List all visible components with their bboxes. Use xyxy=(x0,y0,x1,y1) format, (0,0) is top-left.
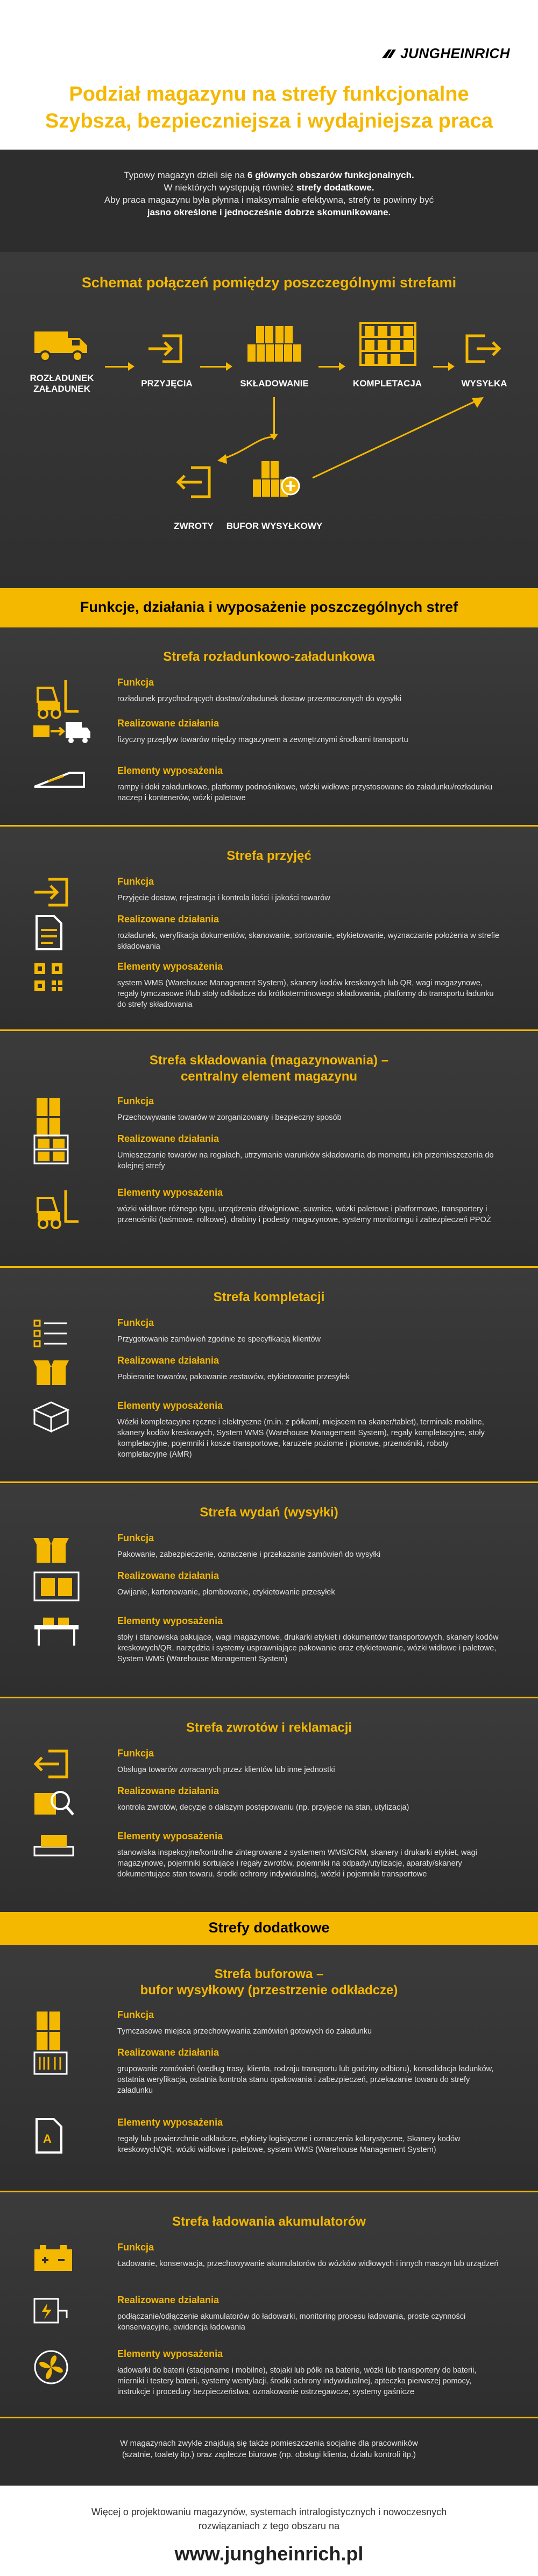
row-heading: Realizowane działania xyxy=(117,1570,220,1581)
zone-row-text xyxy=(117,677,500,704)
zone-row-text xyxy=(117,1831,500,1880)
row-description: grupowanie zamówień (według trasy, klienta, rodzaju transportu lub godziny odbioru), konsolidacja ładunków, ostatnia weryfikacja, ostatnia kontrola stanu opakowania i zabezpieczeń, przekazanie towaru do strefy załadunku xyxy=(117,2065,494,2095)
brand-name: JUNGHEINRICH xyxy=(400,45,510,61)
row-description: Umieszczanie towarów na regałach, utrzymanie warunków składowania do momentu ich przemieszczenia do kolejnej strefy xyxy=(117,1151,494,1170)
row-heading: Elementy wyposażenia xyxy=(117,1400,223,1411)
buffer-boxes-icon xyxy=(251,454,305,510)
zone-row-text xyxy=(117,1133,500,1171)
node-przyjecia: PRZYJĘCIA xyxy=(141,378,193,389)
zone-row-text xyxy=(117,961,500,1010)
row-heading: Funkcja xyxy=(117,1748,154,1759)
zone-section xyxy=(0,626,538,825)
intro-text: Aby praca magazynu była płynna i maksymalnie efektywna, strefy te powinny być xyxy=(104,195,434,205)
row-description: stanowiska inspekcyjne/kontrolne zintegrowane z systemem WMS/CRM, skanery i drukarki etykiet, wagi magazynowe, pojemniki sortujące i regały zwrotów, pojemniki na odpady/utylizację, aparaty/skanery dokumentujące stan towaru, środki ochrony indywidualnej, wózki i pojemniki transportowe xyxy=(117,1848,477,1879)
package-icon xyxy=(32,1400,91,1449)
openbox-icon xyxy=(32,1355,91,1403)
row-description: regały lub powierzchnie odkładcze, etykiety logistyczne i oznaczenia kolorystyczne, Skanery kodów kreskowych/QR, wózki widłowe i paletowe, system WMS (Warehouse Management System) xyxy=(117,2135,461,2154)
zone-row-text xyxy=(117,876,500,904)
schema-title: Schemat połączeń pomiędzy poszczególnymi strefami xyxy=(81,274,457,291)
row-description: fizyczny przepływ towarów między magazynem a zewnętrznymi środkami transportu xyxy=(117,736,408,744)
row-heading: Elementy wyposażenia xyxy=(117,1187,223,1198)
row-heading: Funkcja xyxy=(117,876,154,887)
row-description: Przechowywanie towarów w zorganizowany i bezpieczny sposób xyxy=(117,1113,342,1122)
truck-icon xyxy=(32,327,91,368)
shelf-icon xyxy=(32,1133,91,1182)
forklift-icon xyxy=(32,1187,91,1236)
truckflow-icon xyxy=(32,718,91,766)
zone-section xyxy=(0,1266,538,1481)
footer xyxy=(0,2486,538,2576)
intro-text: Typowy magazyn dzieli się na xyxy=(124,170,247,180)
zone-section xyxy=(0,1943,538,2191)
zone-row-text xyxy=(117,2348,500,2397)
row-description: Pakowanie, zabezpieczenie, oznaczenie i przekazanie zamówień do wysyłki xyxy=(117,1550,381,1559)
intro-strong: strefy dodatkowe. xyxy=(296,182,374,193)
scanner-icon xyxy=(32,2047,91,2095)
section-main-title: Funkcje, działania i wyposażenie poszczególnych stref xyxy=(0,588,538,626)
footer-website-link[interactable]: www.jungheinrich.pl xyxy=(174,2543,364,2565)
zone-title: Strefa składowania (magazynowania) – centralny element magazynu xyxy=(149,1053,389,1084)
row-heading: Funkcja xyxy=(117,2242,154,2253)
node-skladowanie: SKŁADOWANIE xyxy=(240,378,309,389)
footnote-text: W magazynach zwykle znajdują się także pomieszczenia socjalne dla pracowników (szatnie, toalety itp.) oraz zaplecze biurowe (np. obsługi klienta, działu kontroli itp.) xyxy=(120,2439,418,2459)
zone-title: Strefa kompletacji xyxy=(213,1290,325,1304)
zone-row-text xyxy=(117,765,500,803)
row-heading: Funkcja xyxy=(117,677,154,688)
zone-row-text xyxy=(117,1400,500,1460)
zones-list xyxy=(0,626,538,1912)
zone-section xyxy=(0,1697,538,1912)
zone-row-text xyxy=(117,1317,500,1345)
returns-icon xyxy=(175,464,213,503)
row-description: wózki widłowe różnego typu, urządzenia dźwigniowe, suwnice, wózki paletowe i platformowe, transportery i przenośniki (taśmowe, rolkowe), drabiny i podesty magazynowe, systemy monitoringu i zabezpieczeń PPOŻ xyxy=(117,1205,491,1224)
zone-row-text xyxy=(117,1570,500,1598)
arrow-right xyxy=(200,366,227,368)
outbound-icon xyxy=(464,333,501,368)
node-rozladunek: ROZŁADUNEK ZAŁADUNEK xyxy=(30,373,94,394)
storage-boxes-icon xyxy=(245,323,305,369)
row-description: stoły i stanowiska pakujące, wagi magazynowe, drukarki etykiet i dokumentów transportowych, skanery kodów kreskowych/QR, narzędzia i systemy usprawniające pakowanie oraz etykietowanie, wózki widłowe i paletowe, System WMS (Warehouse Management System) xyxy=(117,1633,499,1663)
row-description: rampy i doki załadunkowe, platformy podnośnikowe, wózki widłowe przystosowane do załadunku/rozładunku naczep i kontenerów, wózki paletowe xyxy=(117,783,493,802)
zone-row-text xyxy=(117,1187,500,1225)
node-wysylka: WYSYŁKA xyxy=(461,378,507,389)
zone-row-text xyxy=(117,2117,500,2155)
intro xyxy=(0,150,538,252)
zone-row-text xyxy=(117,2242,500,2269)
scale-icon xyxy=(32,1831,91,1879)
row-description: Tymczasowe miejsca przechowywania zamówień gotowych do załadunku xyxy=(117,2027,372,2036)
row-heading: Funkcja xyxy=(117,1317,154,1328)
zone-row-text xyxy=(117,1096,500,1123)
docA-icon xyxy=(32,2117,91,2165)
row-heading: Elementy wyposażenia xyxy=(117,1831,223,1841)
extra-zones-list xyxy=(0,1943,538,2417)
zone-row-text xyxy=(117,914,500,952)
row-heading: Funkcja xyxy=(117,1096,154,1106)
row-heading: Elementy wyposażenia xyxy=(117,765,223,776)
row-description: system WMS (Warehouse Management System), skanery kodów kreskowych lub QR, wagi magazynowe, regały tymczasowe i/lub stoły odkładcze do krótkoterminowego składowania, platformy do transportu ładunku do strefy składowania xyxy=(117,979,494,1009)
zone-title: Strefa buforowa – bufor wysyłkowy (przestrzenie odkładcze) xyxy=(140,1967,398,1998)
intro-strong: jasno określone i jednocześnie dobrze skomunikowane. xyxy=(147,207,391,217)
row-description: Owijanie, kartonowanie, plombowanie, etykietowanie przesyłek xyxy=(117,1588,335,1597)
row-heading: Realizowane działania xyxy=(117,1355,220,1366)
row-heading: Realizowane działania xyxy=(117,718,220,729)
title-line-1: Podział magazynu na strefy funkcjonalne xyxy=(69,83,469,105)
node-kompletacja: KOMPLETACJA xyxy=(352,378,422,389)
document-icon xyxy=(32,914,91,962)
zone-row-text xyxy=(117,1785,500,1813)
zone-row-text xyxy=(117,718,500,745)
footer-more-text: Więcej o projektowaniu magazynów, systemach intralogistycznych i nowoczesnych rozwiązaniach z tego obszaru na xyxy=(91,2507,447,2531)
picking-rack-icon xyxy=(358,321,417,370)
jungheinrich-logo-icon xyxy=(381,47,397,60)
row-description: kontrola zwrotów, decyzje o dalszym postępowaniu (np. przyjęcie na stan, utylizacja) xyxy=(117,1803,409,1812)
battery-icon xyxy=(32,2242,91,2290)
section-extra-title: Strefy dodatkowe xyxy=(0,1912,538,1943)
zone-row-text xyxy=(117,1355,500,1382)
row-description: ładowarki do baterii (stacjonarne i mobilne), stojaki lub półki na baterie, wózki lub transportery do baterii, mierniki i testery baterii, systemy wentylacji, środki ochrony indywidualnej, apteczka pierwszej pomocy, instrukcje i procedury bezpieczeństwa, oznakowanie ostrzegawcze, systemy gaśnicze xyxy=(117,2366,477,2396)
footnote xyxy=(0,2417,538,2486)
node-zwroty: ZWROTY xyxy=(174,521,214,531)
zone-connection-diagram xyxy=(0,252,538,588)
fan-icon xyxy=(32,2348,91,2397)
row-heading: Elementy wyposażenia xyxy=(117,2117,223,2128)
row-description: rozładunek przychodzących dostaw/załadunek dostaw przeznaczonych do wysyłki xyxy=(117,695,401,703)
row-description: Obsługa towarów zwracanych przez klientów lub inne jednostki xyxy=(117,1766,335,1774)
zone-row-text xyxy=(117,2047,500,2096)
zone-section xyxy=(0,1029,538,1266)
wrapped-icon xyxy=(32,1570,91,1619)
row-description: Ładowanie, konserwacja, przechowywanie akumulatorów do wózków widłowych i innych maszyn lub urządzeń xyxy=(117,2260,499,2268)
row-heading: Realizowane działania xyxy=(117,2047,220,2058)
brand-logo[interactable] xyxy=(381,45,510,62)
arrow-right xyxy=(105,366,129,368)
charger-icon xyxy=(32,2295,91,2343)
inbound-icon xyxy=(146,333,184,368)
zone-row-text xyxy=(117,2295,500,2333)
row-description: Przygotowanie zamówień zgodnie ze specyfikacją klientów xyxy=(117,1335,321,1344)
zone-row-text xyxy=(117,2009,500,2037)
zone-section xyxy=(0,825,538,1029)
arrow-right xyxy=(433,366,449,368)
row-heading: Elementy wyposażenia xyxy=(117,2348,223,2359)
row-heading: Funkcja xyxy=(117,2009,154,2020)
row-heading: Realizowane działania xyxy=(117,1133,220,1144)
row-description: rozładunek, weryfikacja dokumentów, skanowanie, sortowanie, etykietowanie, wyznaczanie położenia w strefie składowania xyxy=(117,931,500,951)
ramp-icon xyxy=(32,765,91,814)
zone-title: Strefa przyjęć xyxy=(226,849,312,863)
arrow-down xyxy=(273,397,275,435)
row-heading: Realizowane działania xyxy=(117,1785,220,1796)
zone-section xyxy=(0,1481,538,1697)
zone-title: Strefa wydań (wysyłki) xyxy=(200,1505,338,1520)
node-bufor: BUFOR WYSYŁKOWY xyxy=(226,521,323,531)
svg-text:A: A xyxy=(43,2132,52,2146)
arrow-right xyxy=(318,366,340,368)
zone-row-text xyxy=(117,1533,500,1560)
row-description: podłączanie/odłączenie akumulatorów do ładowarki, monitoring procesu ładowania, proste czynności konserwacyjne, ewidencja ładowania xyxy=(117,2312,466,2332)
row-description: Wózki kompletacyjne ręczne i elektryczne (m.in. z półkami, miejscem na skaner/tablet), terminale mobilne, skanery kodów kreskowych, System WMS (Warehouse Management System), regały kompletacyjne, stoły kompletacyjne, pojemniki i kosze transportowe, karuzele poziome i pionowe, przenośniki, roboty kompletacyjne (AMR) xyxy=(117,1418,485,1459)
zone-title: Strefa rozładunkowo-załadunkowa xyxy=(163,650,375,664)
table-icon xyxy=(32,1615,91,1664)
intro-text: W niektórych występują również xyxy=(164,182,297,193)
row-heading: Realizowane działania xyxy=(117,2295,220,2305)
zone-section xyxy=(0,2191,538,2417)
qrcode-icon xyxy=(32,961,91,1010)
zone-row-text xyxy=(117,1615,500,1664)
zone-row-text xyxy=(117,1748,500,1775)
row-description: Przyjęcie dostaw, rejestracja i kontrola ilości i jakości towarów xyxy=(117,894,330,902)
row-heading: Elementy wyposażenia xyxy=(117,961,223,972)
row-heading: Realizowane działania xyxy=(117,914,220,924)
zone-title: Strefa zwrotów i reklamacji xyxy=(186,1720,352,1735)
row-description: Pobieranie towarów, pakowanie zestawów, etykietowanie przesyłek xyxy=(117,1373,350,1381)
page-title xyxy=(0,81,538,135)
intro-strong: 6 głównych obszarów funkcjonalnych. xyxy=(247,170,414,180)
row-heading: Funkcja xyxy=(117,1533,154,1543)
arrow-to-shipping xyxy=(309,392,487,483)
header xyxy=(0,0,538,150)
row-heading: Elementy wyposażenia xyxy=(117,1615,223,1626)
title-line-2: Szybsza, bezpieczniejsza i wydajniejsza praca xyxy=(45,110,493,132)
zone-title: Strefa ładowania akumulatorów xyxy=(172,2214,366,2229)
magnifier-icon xyxy=(32,1785,91,1834)
